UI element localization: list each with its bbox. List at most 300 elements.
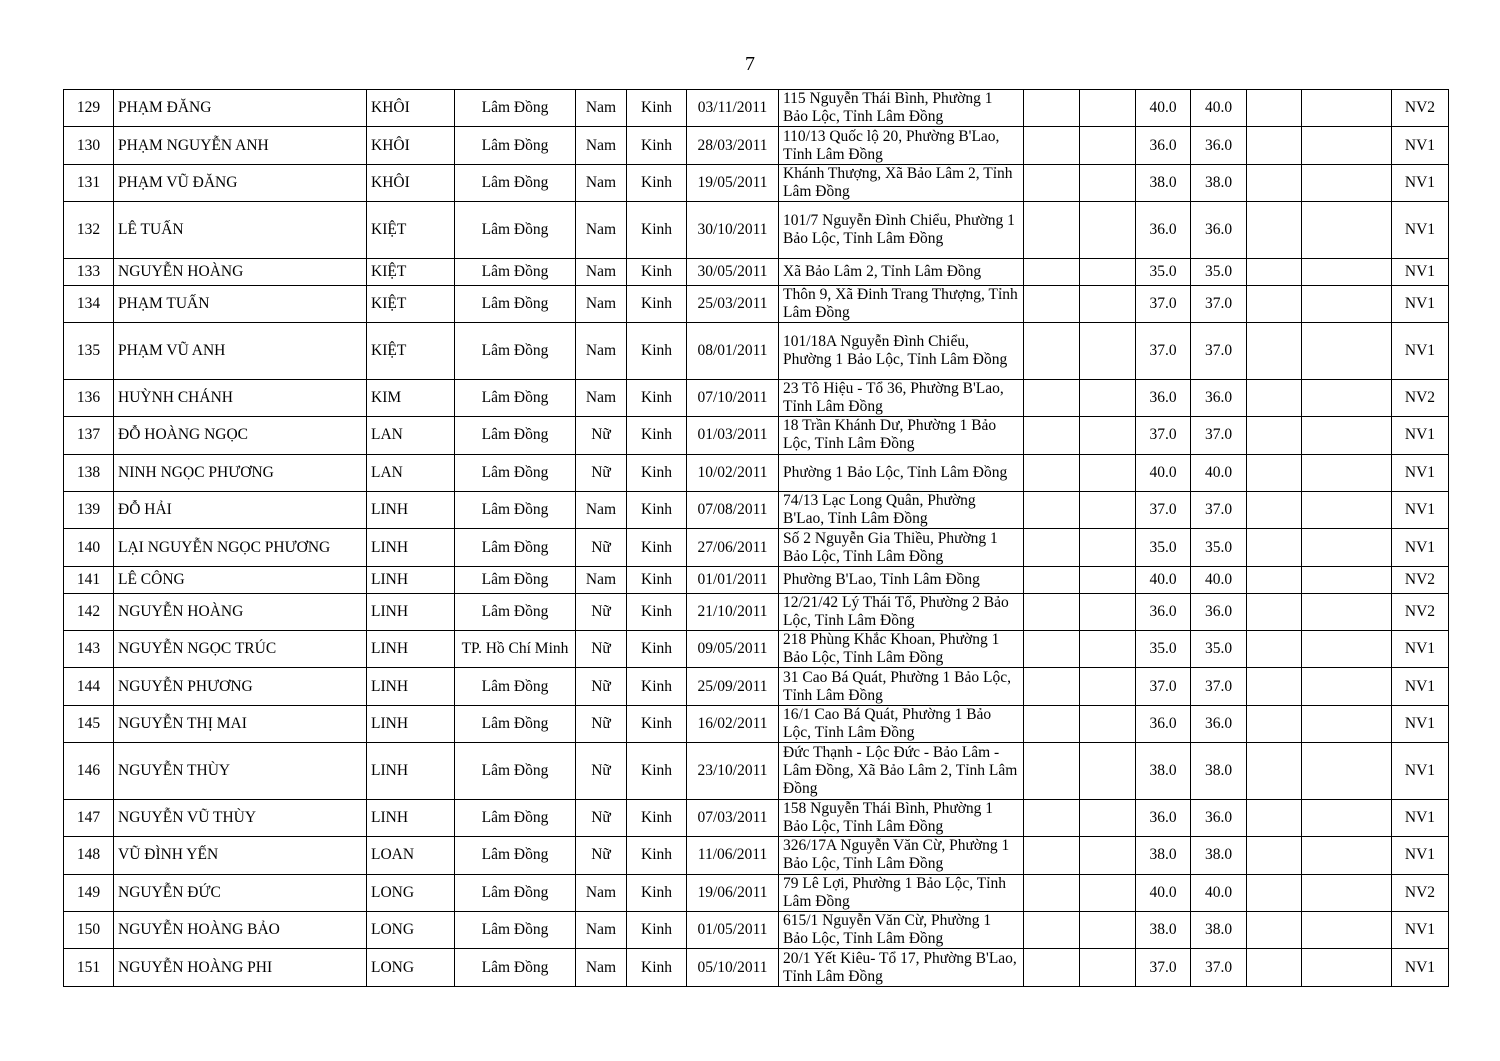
table-row [64, 379, 1449, 416]
ethnicity-cell: Kinh [627, 491, 687, 528]
stt-cell: 139 [64, 491, 114, 528]
score-cell: 36.0 [1136, 127, 1191, 164]
empty-cell [1024, 454, 1080, 491]
stt-cell: 129 [64, 90, 114, 127]
surname-cell: LÊ TUẤN [114, 202, 367, 259]
total-score-cell: 36.0 [1191, 799, 1247, 836]
birthdate-cell: 16/02/2011 [687, 705, 779, 742]
empty-cell [1302, 454, 1392, 491]
birthplace-cell: Lâm Đồng [455, 127, 576, 164]
table-row [64, 491, 1449, 528]
surname-cell: NGUYỄN THÙY [114, 743, 367, 800]
score-cell: 40.0 [1136, 454, 1191, 491]
empty-cell [1302, 417, 1392, 454]
given-name-cell: KHÔI [367, 127, 455, 164]
empty-cell [1302, 949, 1392, 986]
empty-cell [1080, 631, 1136, 668]
given-name-cell: KHÔI [367, 90, 455, 127]
empty-cell [1247, 127, 1302, 164]
stt-cell: 138 [64, 454, 114, 491]
address-cell: Khánh Thượng, Xã Bảo Lâm 2, Tỉnh Lâm Đồng [779, 164, 1024, 201]
table-row [64, 949, 1449, 986]
preference-cell: NV1 [1392, 285, 1449, 322]
empty-cell [1024, 874, 1080, 911]
address-cell: 31 Cao Bá Quát, Phường 1 Bảo Lộc, Tỉnh Lâm Đồng [779, 668, 1024, 705]
gender-cell: Nữ [576, 417, 627, 454]
stt-cell: 141 [64, 566, 114, 593]
address-cell: 18 Trần Khánh Dư, Phường 1 Bảo Lộc, Tỉnh Lâm Đồng [779, 417, 1024, 454]
ethnicity-cell: Kinh [627, 874, 687, 911]
empty-cell [1247, 491, 1302, 528]
total-score-cell: 37.0 [1191, 285, 1247, 322]
given-name-cell: KHÔI [367, 164, 455, 201]
score-cell: 37.0 [1136, 949, 1191, 986]
birthdate-cell: 01/03/2011 [687, 417, 779, 454]
empty-cell [1080, 799, 1136, 836]
total-score-cell: 35.0 [1191, 529, 1247, 566]
table-row [64, 743, 1449, 800]
empty-cell [1302, 631, 1392, 668]
ethnicity-cell: Kinh [627, 285, 687, 322]
ethnicity-cell: Kinh [627, 593, 687, 630]
total-score-cell: 37.0 [1191, 323, 1247, 380]
gender-cell: Nam [576, 874, 627, 911]
empty-cell [1080, 949, 1136, 986]
surname-cell: NGUYỄN HOÀNG BẢO [114, 912, 367, 949]
ethnicity-cell: Kinh [627, 529, 687, 566]
stt-cell: 133 [64, 258, 114, 285]
empty-cell [1024, 529, 1080, 566]
given-name-cell: KIỆT [367, 285, 455, 322]
gender-cell: Nam [576, 90, 627, 127]
table-row [64, 705, 1449, 742]
gender-cell: Nam [576, 202, 627, 259]
empty-cell [1247, 912, 1302, 949]
surname-cell: NGUYỄN HOÀNG [114, 258, 367, 285]
table-row [64, 837, 1449, 874]
ethnicity-cell: Kinh [627, 90, 687, 127]
birthdate-cell: 01/05/2011 [687, 912, 779, 949]
ethnicity-cell: Kinh [627, 127, 687, 164]
total-score-cell: 35.0 [1191, 631, 1247, 668]
address-cell: 23 Tô Hiệu - Tổ 36, Phường B'Lao, Tỉnh Lâm Đồng [779, 379, 1024, 416]
address-cell: Thôn 9, Xã Đinh Trang Thượng, Tỉnh Lâm Đồng [779, 285, 1024, 322]
surname-cell: ĐỖ HẢI [114, 491, 367, 528]
empty-cell [1302, 529, 1392, 566]
given-name-cell: LINH [367, 705, 455, 742]
birthplace-cell: Lâm Đồng [455, 743, 576, 800]
stt-cell: 136 [64, 379, 114, 416]
preference-cell: NV1 [1392, 454, 1449, 491]
total-score-cell: 36.0 [1191, 593, 1247, 630]
roster-body [64, 90, 1449, 987]
stt-cell: 143 [64, 631, 114, 668]
total-score-cell: 37.0 [1191, 949, 1247, 986]
table-row [64, 258, 1449, 285]
birthdate-cell: 27/06/2011 [687, 529, 779, 566]
birthdate-cell: 07/10/2011 [687, 379, 779, 416]
total-score-cell: 40.0 [1191, 874, 1247, 911]
ethnicity-cell: Kinh [627, 668, 687, 705]
table-row [64, 127, 1449, 164]
stt-cell: 150 [64, 912, 114, 949]
gender-cell: Nam [576, 127, 627, 164]
address-cell: Phường 1 Bảo Lộc, Tỉnh Lâm Đồng [779, 454, 1024, 491]
total-score-cell: 36.0 [1191, 127, 1247, 164]
empty-cell [1024, 285, 1080, 322]
birthdate-cell: 23/10/2011 [687, 743, 779, 800]
ethnicity-cell: Kinh [627, 454, 687, 491]
empty-cell [1302, 202, 1392, 259]
given-name-cell: LINH [367, 593, 455, 630]
empty-cell [1080, 837, 1136, 874]
surname-cell: PHẠM ĐĂNG [114, 90, 367, 127]
birthplace-cell: Lâm Đồng [455, 202, 576, 259]
stt-cell: 148 [64, 837, 114, 874]
total-score-cell: 36.0 [1191, 202, 1247, 259]
birthplace-cell: Lâm Đồng [455, 285, 576, 322]
birthplace-cell: Lâm Đồng [455, 164, 576, 201]
total-score-cell: 38.0 [1191, 164, 1247, 201]
birthdate-cell: 07/08/2011 [687, 491, 779, 528]
ethnicity-cell: Kinh [627, 837, 687, 874]
empty-cell [1024, 258, 1080, 285]
preference-cell: NV1 [1392, 631, 1449, 668]
stt-cell: 145 [64, 705, 114, 742]
empty-cell [1302, 837, 1392, 874]
gender-cell: Nữ [576, 668, 627, 705]
empty-cell [1024, 90, 1080, 127]
empty-cell [1302, 379, 1392, 416]
preference-cell: NV1 [1392, 743, 1449, 800]
gender-cell: Nam [576, 379, 627, 416]
empty-cell [1024, 631, 1080, 668]
birthplace-cell: Lâm Đồng [455, 566, 576, 593]
empty-cell [1302, 912, 1392, 949]
address-cell: 16/1 Cao Bá Quát, Phường 1 Bảo Lộc, Tỉnh Lâm Đồng [779, 705, 1024, 742]
gender-cell: Nam [576, 258, 627, 285]
empty-cell [1024, 668, 1080, 705]
empty-cell [1080, 454, 1136, 491]
surname-cell: PHẠM TUẤN [114, 285, 367, 322]
gender-cell: Nam [576, 912, 627, 949]
score-cell: 40.0 [1136, 566, 1191, 593]
empty-cell [1080, 874, 1136, 911]
birthplace-cell: Lâm Đồng [455, 949, 576, 986]
empty-cell [1302, 743, 1392, 800]
table-row [64, 90, 1449, 127]
surname-cell: NINH NGỌC PHƯƠNG [114, 454, 367, 491]
preference-cell: NV1 [1392, 912, 1449, 949]
surname-cell: NGUYỄN ĐỨC [114, 874, 367, 911]
empty-cell [1247, 323, 1302, 380]
birthplace-cell: Lâm Đồng [455, 454, 576, 491]
ethnicity-cell: Kinh [627, 323, 687, 380]
surname-cell: NGUYỄN HOÀNG PHI [114, 949, 367, 986]
score-cell: 35.0 [1136, 529, 1191, 566]
empty-cell [1302, 566, 1392, 593]
given-name-cell: LAN [367, 454, 455, 491]
gender-cell: Nữ [576, 454, 627, 491]
score-cell: 37.0 [1136, 668, 1191, 705]
empty-cell [1247, 874, 1302, 911]
surname-cell: PHẠM VŨ ĐĂNG [114, 164, 367, 201]
stt-cell: 144 [64, 668, 114, 705]
birthplace-cell: Lâm Đồng [455, 417, 576, 454]
birthdate-cell: 10/02/2011 [687, 454, 779, 491]
given-name-cell: LONG [367, 874, 455, 911]
score-cell: 36.0 [1136, 593, 1191, 630]
stt-cell: 147 [64, 799, 114, 836]
empty-cell [1080, 258, 1136, 285]
birthplace-cell: Lâm Đồng [455, 323, 576, 380]
stt-cell: 130 [64, 127, 114, 164]
address-cell: Đức Thạnh - Lộc Đức - Bảo Lâm - Lâm Đồng, Xã Bảo Lâm 2, Tỉnh Lâm Đồng [779, 743, 1024, 800]
ethnicity-cell: Kinh [627, 799, 687, 836]
address-cell: 101/18A Nguyễn Đình Chiểu, Phường 1 Bảo Lộc, Tỉnh Lâm Đồng [779, 323, 1024, 380]
birthdate-cell: 07/03/2011 [687, 799, 779, 836]
preference-cell: NV1 [1392, 668, 1449, 705]
gender-cell: Nữ [576, 837, 627, 874]
empty-cell [1247, 566, 1302, 593]
ethnicity-cell: Kinh [627, 379, 687, 416]
empty-cell [1080, 417, 1136, 454]
empty-cell [1080, 90, 1136, 127]
preference-cell: NV1 [1392, 202, 1449, 259]
birthdate-cell: 19/05/2011 [687, 164, 779, 201]
birthplace-cell: Lâm Đồng [455, 593, 576, 630]
birthdate-cell: 05/10/2011 [687, 949, 779, 986]
score-cell: 40.0 [1136, 90, 1191, 127]
surname-cell: ĐỖ HOÀNG NGỌC [114, 417, 367, 454]
address-cell: 101/7 Nguyễn Đình Chiểu, Phường 1 Bảo Lộc, Tỉnh Lâm Đồng [779, 202, 1024, 259]
preference-cell: NV2 [1392, 90, 1449, 127]
table-row [64, 912, 1449, 949]
empty-cell [1024, 566, 1080, 593]
stt-cell: 135 [64, 323, 114, 380]
given-name-cell: KIỆT [367, 258, 455, 285]
empty-cell [1024, 491, 1080, 528]
preference-cell: NV1 [1392, 258, 1449, 285]
birthdate-cell: 30/10/2011 [687, 202, 779, 259]
given-name-cell: LINH [367, 668, 455, 705]
score-cell: 36.0 [1136, 379, 1191, 416]
table-row [64, 874, 1449, 911]
score-cell: 36.0 [1136, 202, 1191, 259]
preference-cell: NV2 [1392, 379, 1449, 416]
given-name-cell: LONG [367, 949, 455, 986]
empty-cell [1302, 799, 1392, 836]
total-score-cell: 37.0 [1191, 491, 1247, 528]
given-name-cell: LINH [367, 529, 455, 566]
given-name-cell: KIM [367, 379, 455, 416]
gender-cell: Nam [576, 949, 627, 986]
gender-cell: Nam [576, 164, 627, 201]
table-row [64, 668, 1449, 705]
gender-cell: Nam [576, 566, 627, 593]
total-score-cell: 40.0 [1191, 454, 1247, 491]
address-cell: 158 Nguyễn Thái Bình, Phường 1 Bảo Lộc, Tỉnh Lâm Đồng [779, 799, 1024, 836]
address-cell: 20/1 Yết Kiêu- Tổ 17, Phường B'Lao, Tỉnh Lâm Đồng [779, 949, 1024, 986]
empty-cell [1247, 202, 1302, 259]
table-row [64, 164, 1449, 201]
birthplace-cell: Lâm Đồng [455, 837, 576, 874]
surname-cell: PHẠM VŨ ANH [114, 323, 367, 380]
empty-cell [1247, 949, 1302, 986]
empty-cell [1080, 668, 1136, 705]
table-row [64, 323, 1449, 380]
empty-cell [1247, 799, 1302, 836]
empty-cell [1024, 912, 1080, 949]
birthplace-cell: Lâm Đồng [455, 90, 576, 127]
address-cell: Xã Bảo Lâm 2, Tỉnh Lâm Đồng [779, 258, 1024, 285]
birthdate-cell: 03/11/2011 [687, 90, 779, 127]
empty-cell [1247, 668, 1302, 705]
empty-cell [1024, 164, 1080, 201]
table-row [64, 285, 1449, 322]
birthdate-cell: 28/03/2011 [687, 127, 779, 164]
empty-cell [1024, 799, 1080, 836]
ethnicity-cell: Kinh [627, 258, 687, 285]
birthplace-cell: Lâm Đồng [455, 379, 576, 416]
total-score-cell: 38.0 [1191, 912, 1247, 949]
score-cell: 38.0 [1136, 912, 1191, 949]
preference-cell: NV1 [1392, 491, 1449, 528]
gender-cell: Nam [576, 285, 627, 322]
birthplace-cell: Lâm Đồng [455, 491, 576, 528]
surname-cell: NGUYỄN PHƯƠNG [114, 668, 367, 705]
gender-cell: Nam [576, 491, 627, 528]
stt-cell: 131 [64, 164, 114, 201]
stt-cell: 137 [64, 417, 114, 454]
score-cell: 35.0 [1136, 258, 1191, 285]
preference-cell: NV1 [1392, 949, 1449, 986]
stt-cell: 134 [64, 285, 114, 322]
birthplace-cell: Lâm Đồng [455, 529, 576, 566]
empty-cell [1302, 90, 1392, 127]
stt-cell: 142 [64, 593, 114, 630]
empty-cell [1080, 705, 1136, 742]
ethnicity-cell: Kinh [627, 705, 687, 742]
address-cell: 74/13 Lạc Long Quân, Phường B'Lao, Tỉnh Lâm Đồng [779, 491, 1024, 528]
preference-cell: NV2 [1392, 593, 1449, 630]
total-score-cell: 35.0 [1191, 258, 1247, 285]
empty-cell [1302, 593, 1392, 630]
table-row [64, 417, 1449, 454]
empty-cell [1302, 164, 1392, 201]
empty-cell [1247, 164, 1302, 201]
table-row [64, 529, 1449, 566]
birthdate-cell: 01/01/2011 [687, 566, 779, 593]
total-score-cell: 40.0 [1191, 90, 1247, 127]
birthdate-cell: 08/01/2011 [687, 323, 779, 380]
score-cell: 40.0 [1136, 874, 1191, 911]
given-name-cell: LINH [367, 566, 455, 593]
total-score-cell: 38.0 [1191, 837, 1247, 874]
score-cell: 37.0 [1136, 323, 1191, 380]
empty-cell [1247, 593, 1302, 630]
preference-cell: NV1 [1392, 127, 1449, 164]
surname-cell: LẠI NGUYỄN NGỌC PHƯƠNG [114, 529, 367, 566]
empty-cell [1247, 529, 1302, 566]
address-cell: 12/21/42 Lý Thái Tổ, Phường 2 Bảo Lộc, Tỉnh Lâm Đồng [779, 593, 1024, 630]
empty-cell [1247, 631, 1302, 668]
surname-cell: PHẠM NGUYỄN ANH [114, 127, 367, 164]
preference-cell: NV2 [1392, 566, 1449, 593]
empty-cell [1080, 529, 1136, 566]
stt-cell: 140 [64, 529, 114, 566]
empty-cell [1080, 566, 1136, 593]
empty-cell [1247, 837, 1302, 874]
ethnicity-cell: Kinh [627, 566, 687, 593]
given-name-cell: LINH [367, 743, 455, 800]
birthdate-cell: 25/09/2011 [687, 668, 779, 705]
address-cell: 326/17A Nguyễn Văn Cừ, Phường 1 Bảo Lộc, Tỉnh Lâm Đồng [779, 837, 1024, 874]
empty-cell [1302, 258, 1392, 285]
given-name-cell: LAN [367, 417, 455, 454]
empty-cell [1302, 323, 1392, 380]
empty-cell [1024, 379, 1080, 416]
score-cell: 37.0 [1136, 417, 1191, 454]
preference-cell: NV1 [1392, 837, 1449, 874]
birthplace-cell: Lâm Đồng [455, 912, 576, 949]
birthplace-cell: Lâm Đồng [455, 799, 576, 836]
score-cell: 38.0 [1136, 164, 1191, 201]
score-cell: 38.0 [1136, 837, 1191, 874]
surname-cell: NGUYỄN HOÀNG [114, 593, 367, 630]
address-cell: 115 Nguyễn Thái Bình, Phường 1 Bảo Lộc, Tỉnh Lâm Đồng [779, 90, 1024, 127]
empty-cell [1247, 454, 1302, 491]
empty-cell [1080, 743, 1136, 800]
gender-cell: Nữ [576, 743, 627, 800]
empty-cell [1024, 743, 1080, 800]
empty-cell [1302, 668, 1392, 705]
given-name-cell: KIỆT [367, 323, 455, 380]
stt-cell: 149 [64, 874, 114, 911]
empty-cell [1080, 912, 1136, 949]
birthplace-cell: Lâm Đồng [455, 874, 576, 911]
score-cell: 36.0 [1136, 705, 1191, 742]
birthdate-cell: 09/05/2011 [687, 631, 779, 668]
empty-cell [1247, 258, 1302, 285]
empty-cell [1247, 705, 1302, 742]
total-score-cell: 38.0 [1191, 743, 1247, 800]
score-cell: 35.0 [1136, 631, 1191, 668]
total-score-cell: 37.0 [1191, 668, 1247, 705]
table-row [64, 202, 1449, 259]
table-row [64, 799, 1449, 836]
gender-cell: Nữ [576, 631, 627, 668]
empty-cell [1080, 379, 1136, 416]
total-score-cell: 36.0 [1191, 705, 1247, 742]
ethnicity-cell: Kinh [627, 631, 687, 668]
empty-cell [1302, 491, 1392, 528]
empty-cell [1080, 127, 1136, 164]
stt-cell: 151 [64, 949, 114, 986]
empty-cell [1080, 323, 1136, 380]
gender-cell: Nữ [576, 799, 627, 836]
given-name-cell: LOAN [367, 837, 455, 874]
surname-cell: LÊ CÔNG [114, 566, 367, 593]
score-cell: 36.0 [1136, 799, 1191, 836]
empty-cell [1024, 127, 1080, 164]
gender-cell: Nữ [576, 529, 627, 566]
stt-cell: 146 [64, 743, 114, 800]
empty-cell [1302, 705, 1392, 742]
empty-cell [1024, 202, 1080, 259]
surname-cell: HUỲNH CHÁNH [114, 379, 367, 416]
birthplace-cell: Lâm Đồng [455, 705, 576, 742]
